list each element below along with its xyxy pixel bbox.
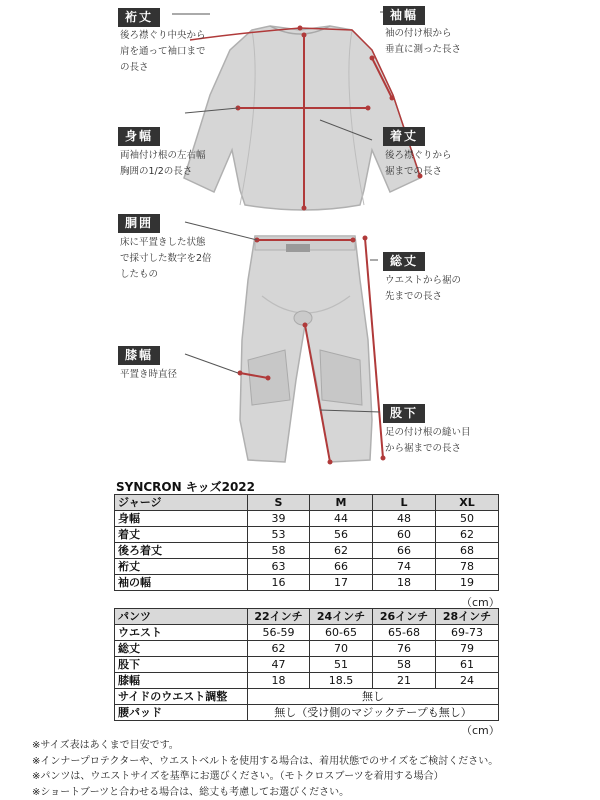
table-cell: 39 (248, 511, 310, 527)
table-cell: 79 (436, 641, 499, 657)
table-cell: 62 (310, 543, 373, 559)
desc-body-width: 両袖付け根の左右幅 胸囲の1/2の長さ (120, 150, 206, 177)
label-body-width: 身幅 (118, 127, 160, 146)
table-cell: 74 (373, 559, 436, 575)
label-length: 着丈 (383, 127, 425, 146)
pants-size-table (114, 608, 499, 721)
table-row (115, 689, 499, 705)
table-cell: 21 (373, 673, 436, 689)
header-cell: XL (436, 495, 499, 511)
jersey-size-table (114, 494, 499, 591)
table-cell: 56-59 (248, 625, 310, 641)
table-cell: 47 (248, 657, 310, 673)
row-label: 袖の幅 (115, 575, 248, 591)
table-cell: 58 (248, 543, 310, 559)
table-row (115, 657, 499, 673)
desc-sleeve-width: 袖の付け根から 垂直に測った長さ (385, 28, 462, 55)
row-label: 股下 (115, 657, 248, 673)
table-row (115, 559, 499, 575)
table-cell: 66 (310, 559, 373, 575)
note-line: ※ショートブーツと合わせる場合は、総丈も考慮してお選びください。 (32, 786, 350, 798)
desc-inseam: 足の付け根の縫い目 から裾までの長さ (385, 427, 471, 454)
table-cell: 50 (436, 511, 499, 527)
table-cell: 68 (436, 543, 499, 559)
header-cell: 24インチ (310, 609, 373, 625)
row-label: 総丈 (115, 641, 248, 657)
row-label: ウエスト (115, 625, 248, 641)
row-label: 裄丈 (115, 559, 248, 575)
table-cell: 60 (373, 527, 436, 543)
table-row (115, 543, 499, 559)
pants-unit: （cm） (461, 724, 500, 737)
header-cell: 28インチ (436, 609, 499, 625)
table-cell: 66 (373, 543, 436, 559)
pants-shape (240, 236, 372, 462)
label-knee-width: 膝幅 (118, 346, 160, 365)
table-title: SYNCRON キッズ2022 (116, 480, 256, 494)
table-cell: 76 (373, 641, 436, 657)
table-cell: 24 (436, 673, 499, 689)
table-row (115, 527, 499, 543)
table-header-row (115, 495, 499, 511)
header-cell: 26インチ (373, 609, 436, 625)
row-label: 後ろ着丈 (115, 543, 248, 559)
table-cell: 51 (310, 657, 373, 673)
desc-sleeve-length: 後ろ襟ぐり中央から 肩を通って袖口まで の長さ (120, 30, 206, 73)
table-row (115, 641, 499, 657)
table-cell: 78 (436, 559, 499, 575)
table-cell: 18 (373, 575, 436, 591)
note-line: ※パンツは、ウエストサイズを基準にお選びください。（モトクロスブーツを着用する場合） (32, 771, 444, 782)
table-row (115, 705, 499, 721)
header-cell: ジャージ (115, 495, 248, 511)
table-cell: 無し (248, 689, 499, 705)
table-row (115, 673, 499, 689)
table-cell: 48 (373, 511, 436, 527)
table-cell: 17 (310, 575, 373, 591)
desc-knee-width: 平置き時直径 (120, 369, 178, 380)
table-row (115, 575, 499, 591)
desc-total-length: ウエストから裾の 先までの長さ (385, 275, 462, 302)
table-cell: 19 (436, 575, 499, 591)
label-sleeve-length: 裄丈 (118, 8, 160, 27)
desc-length: 後ろ襟ぐりから 裾までの長さ (385, 150, 452, 177)
header-cell: M (310, 495, 373, 511)
header-cell: L (373, 495, 436, 511)
jersey-unit: （cm） (461, 596, 500, 609)
label-total-length: 総丈 (383, 252, 425, 271)
table-cell: 60-65 (310, 625, 373, 641)
header-cell: S (248, 495, 310, 511)
table-cell: 16 (248, 575, 310, 591)
table-cell: 44 (310, 511, 373, 527)
table-cell: 62 (248, 641, 310, 657)
label-sleeve-width: 袖幅 (383, 6, 425, 25)
row-label: 腰パッド (115, 705, 248, 721)
table-cell: 65-68 (373, 625, 436, 641)
note-line: ※サイズ表はあくまで目安です。 (32, 740, 179, 751)
desc-waist: 床に平置きした状態 で採寸した数字を2倍 したもの (120, 237, 212, 280)
row-label: 着丈 (115, 527, 248, 543)
table-row (115, 511, 499, 527)
table-cell: 18.5 (310, 673, 373, 689)
row-label: 膝幅 (115, 673, 248, 689)
header-cell: 22インチ (248, 609, 310, 625)
notes (32, 738, 498, 800)
table-cell: 61 (436, 657, 499, 673)
label-inseam: 股下 (383, 404, 425, 423)
row-label: サイドのウエスト調整 (115, 689, 248, 705)
table-cell: 53 (248, 527, 310, 543)
row-label: 身幅 (115, 511, 248, 527)
table-cell: 62 (436, 527, 499, 543)
table-row (115, 625, 499, 641)
table-cell: 56 (310, 527, 373, 543)
table-cell: 69-73 (436, 625, 499, 641)
table-cell: 18 (248, 673, 310, 689)
label-waist: 胴囲 (118, 214, 160, 233)
table-cell: 無し（受け側のマジックテープも無し） (248, 705, 499, 721)
table-cell: 58 (373, 657, 436, 673)
table-cell: 70 (310, 641, 373, 657)
table-header-row (115, 609, 499, 625)
note-line: ※インナープロテクターや、ウエストベルトを使用する場合は、着用状態でのサイズをご検討ください。 (32, 755, 499, 767)
header-cell: パンツ (115, 609, 248, 625)
table-cell: 63 (248, 559, 310, 575)
